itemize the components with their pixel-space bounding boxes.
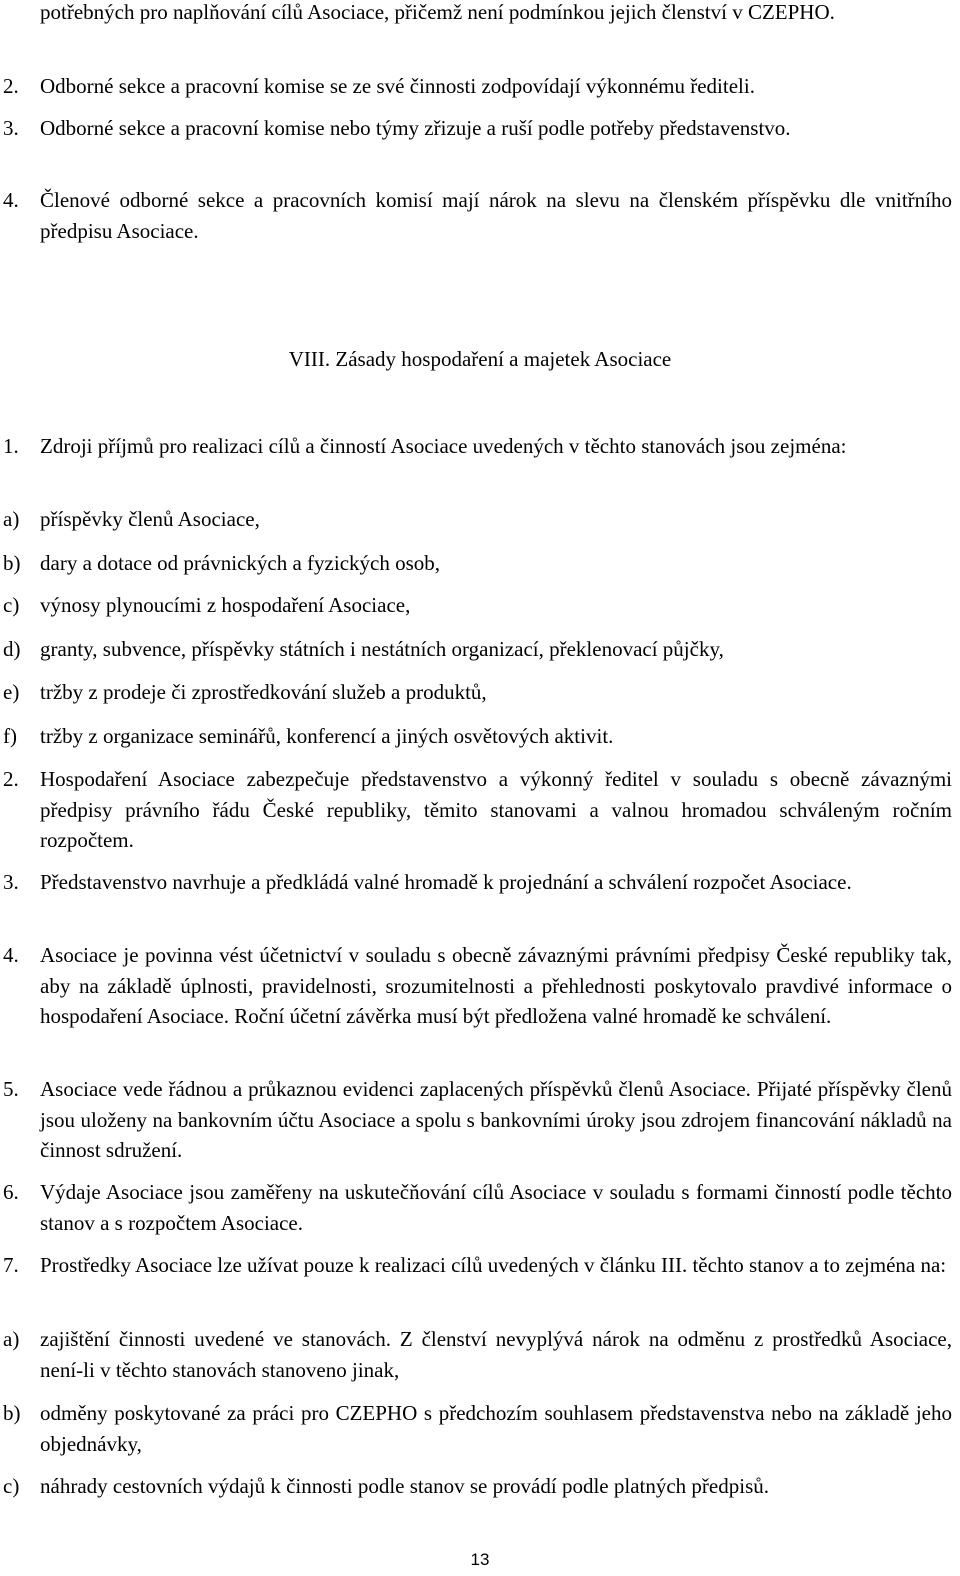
list-item-text: Asociace vede řádnou a průkaznou evidenci zaplacených příspěvků členů Asociace. Přijaté příspěvky členů jsou uloženy na bankovním účtu Asociace a spolu s bankovními úroky jsou zdrojem financování nákladů na činnost sdružení. (40, 1077, 952, 1162)
continuation-paragraph (0, 0, 952, 28)
list-item-text: tržby z organizace seminářů, konferencí a jiných osvětových aktivit. (40, 724, 614, 748)
list-marker: b) (3, 551, 21, 575)
list-marker: 3. (3, 116, 19, 140)
list-marker: 2. (3, 767, 19, 791)
list-item-text: Členové odborné sekce a pracovních komisí mají nárok na slevu na členském příspěvku dle vnitřního předpisu Asociace. (40, 188, 952, 243)
list-item (0, 71, 952, 102)
list-item (0, 431, 952, 462)
list-marker: e) (3, 680, 20, 704)
list-item-text: příspěvky členů Asociace, (40, 507, 260, 531)
page-number: 13 (470, 1550, 490, 1569)
list-item-text: granty, subvence, příspěvky státních i nestátních organizací, překlenovací půjčky, (40, 637, 724, 661)
list-item (0, 113, 952, 144)
list-item-text: Asociace je povinna vést účetnictví v souladu s obecně závaznými právními předpisy České republiky tak, aby na základě úplnosti, pravidelnosti, srozumitelnosti a přehlednosti poskytovalo pravdivé informace o hospodaření Asociace. Roční účetní závěrka musí být předložena valné hromadě ke schválení. (40, 943, 952, 1028)
list-marker: 2. (3, 74, 19, 98)
sub-list-item (0, 590, 952, 621)
list-marker: a) (3, 1327, 20, 1351)
list-item-text: Zdroji příjmů pro realizaci cílů a činností Asociace uvedených v těchto stanovách jsou zejména: (40, 434, 847, 458)
list-marker: d) (3, 637, 21, 661)
list-item-text: Hospodaření Asociace zabezpečuje představenstvo a výkonný ředitel v souladu s obecně závaznými předpisy právního řádu České republiky, těmito stanovami a valnou hromadou schváleným ročním rozpočtem. (40, 767, 952, 852)
list-marker: 4. (3, 188, 19, 212)
list-marker: c) (3, 1474, 20, 1498)
section-heading: VIII. Zásady hospodaření a majetek Asociace (288, 347, 672, 371)
list-item-text: tržby z prodeje či zprostředkování služeb a produktů, (40, 680, 487, 704)
list-item-text: dary a dotace od právnických a fyzických osob, (40, 551, 441, 575)
list-item (0, 1074, 952, 1166)
sub-list-item (0, 634, 952, 665)
list-item (0, 867, 952, 898)
list-item (0, 185, 952, 246)
list-item-text: Představenstvo navrhuje a předkládá valné hromadě k projednání a schválení rozpočet Asociace. (40, 870, 852, 894)
list-item-text: Výdaje Asociace jsou zaměřeny na uskutečňování cílů Asociace v souladu s formami činností podle těchto stanov a s rozpočtem Asociace. (40, 1180, 952, 1235)
sub-list-item (0, 1471, 952, 1502)
list-marker: f) (3, 724, 17, 748)
list-item (0, 940, 952, 1032)
list-item-text: výnosy plynoucími z hospodaření Asociace, (40, 593, 411, 617)
sub-list-item (0, 721, 952, 752)
sub-list-item (0, 548, 952, 579)
list-item-text: Odborné sekce a pracovní komise nebo týmy zřizuje a ruší podle potřeby představenstvo. (40, 116, 791, 140)
sub-list-item (0, 1324, 952, 1385)
list-marker: 4. (3, 943, 19, 967)
list-item (0, 1177, 952, 1238)
list-marker: 1. (3, 434, 19, 458)
list-item-text: Prostředky Asociace lze užívat pouze k realizaci cílů uvedených v článku III. těchto stanov a to zejména na: (40, 1253, 947, 1277)
list-item-text: náhrady cestovních výdajů k činnosti podle stanov se provádí podle platných předpisů. (40, 1474, 770, 1498)
sub-list-item (0, 504, 952, 535)
list-marker: 5. (3, 1077, 19, 1101)
list-item-text: odměny poskytované za práci pro CZEPHO s předchozím souhlasem představenstva nebo na základě jeho objednávky, (40, 1401, 952, 1456)
list-marker: b) (3, 1401, 21, 1425)
list-item-text: zajištění činnosti uvedené ve stanovách. Z členství nevyplývá nárok na odměnu z prostředků Asociace, není-li v těchto stanovách stanoveno jinak, (40, 1327, 952, 1382)
sub-list-item (0, 677, 952, 708)
list-item-text: Odborné sekce a pracovní komise se ze své činnosti zodpovídají výkonnému řediteli. (40, 74, 755, 98)
list-marker: 6. (3, 1180, 19, 1204)
list-marker: 7. (3, 1253, 19, 1277)
paragraph-text: potřebných pro naplňování cílů Asociace, přičemž není podmínkou jejich členství v CZEPHO. (40, 0, 835, 24)
list-marker: 3. (3, 870, 19, 894)
sub-list-item (0, 1398, 952, 1459)
list-item (0, 764, 952, 856)
list-marker: a) (3, 507, 20, 531)
list-marker: c) (3, 593, 20, 617)
list-item (0, 1250, 952, 1281)
